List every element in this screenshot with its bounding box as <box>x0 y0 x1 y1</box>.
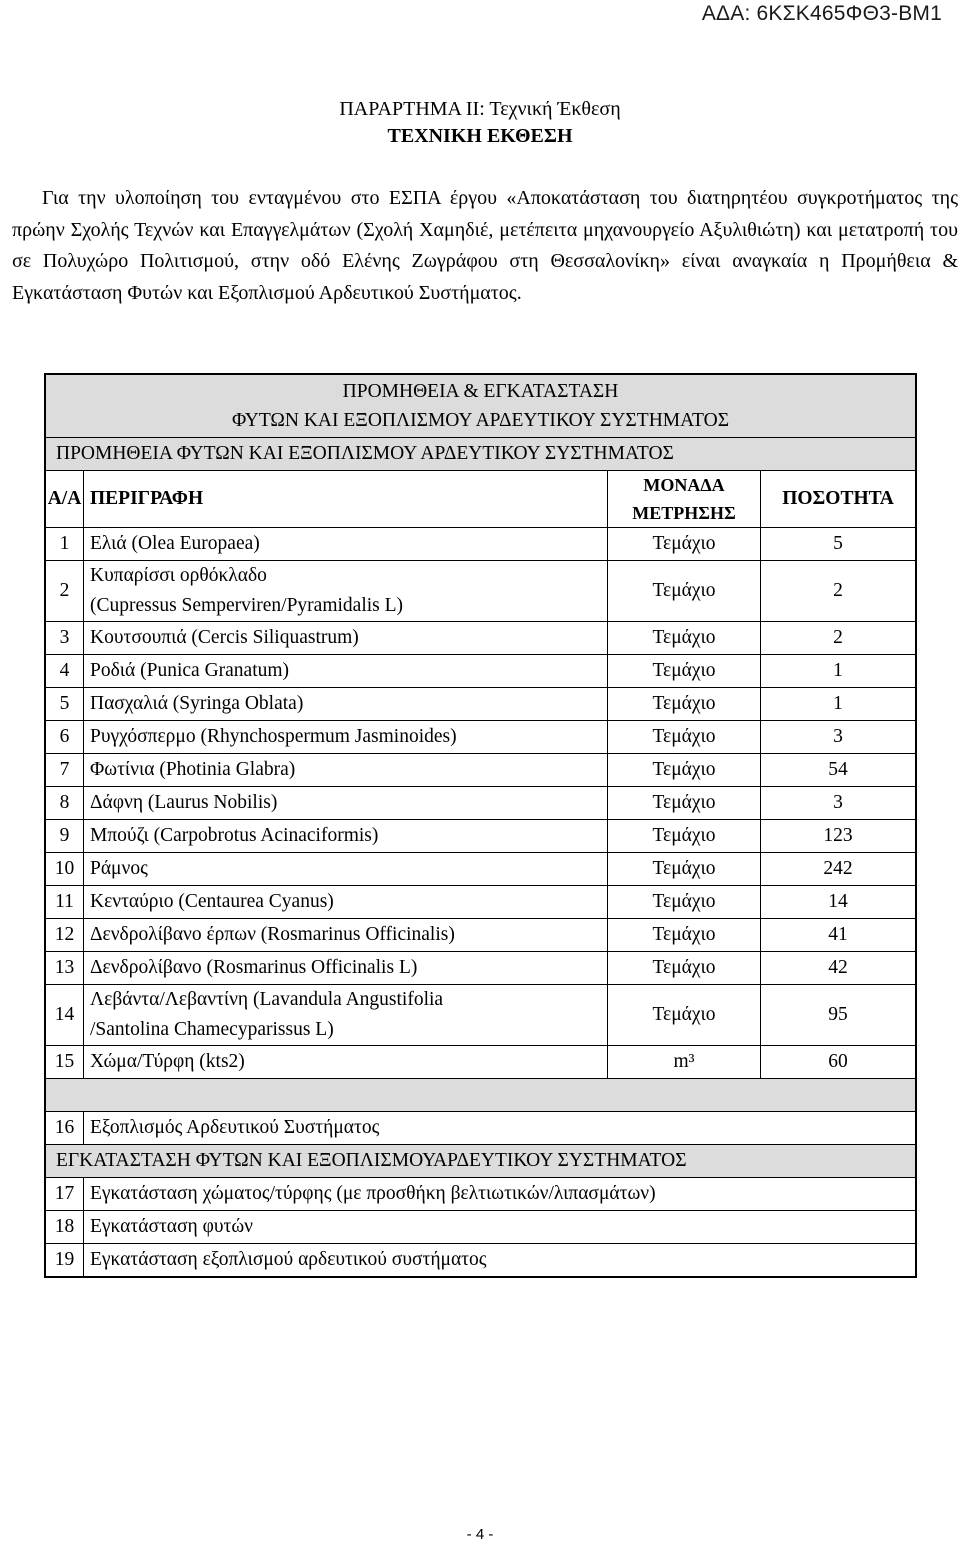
table-row <box>45 622 916 655</box>
table-row <box>45 1178 916 1211</box>
table-row <box>45 655 916 688</box>
row-quantity: 2 <box>761 561 917 622</box>
row-unit: Τεμάχιο <box>608 853 761 886</box>
table-row <box>45 853 916 886</box>
row-unit: Τεμάχιο <box>608 754 761 787</box>
table-row <box>45 952 916 985</box>
row-quantity: 5 <box>761 528 917 561</box>
row-unit: Τεμάχιο <box>608 655 761 688</box>
row-number: 14 <box>45 985 84 1046</box>
table-row <box>45 919 916 952</box>
row-number: 8 <box>45 787 84 820</box>
table-row <box>45 721 916 754</box>
col-description: ΠΕΡΙΓΡΑΦΗ <box>84 471 608 528</box>
table-row <box>45 1112 916 1145</box>
row-description-line2: (Cupressus Semperviren/Pyramidalis L) <box>90 595 404 616</box>
row-description: Ράμνος <box>84 853 608 886</box>
table-title <box>45 374 916 438</box>
table-row <box>45 688 916 721</box>
section1-title: ΠΡΟΜΗΘΕΙΑ ΦΥΤΩΝ ΚΑΙ ΕΞΟΠΛΙΣΜΟΥ ΑΡΔΕΥΤΙΚΟΥ ΣΥΣΤΗΜΑΤΟΣ <box>45 438 916 471</box>
row-description: Δενδρολίβανο έρπων (Rosmarinus Officinalis) <box>84 919 608 952</box>
row-description <box>84 985 608 1046</box>
table-row <box>45 561 916 622</box>
col-unit-line1: ΜΟΝΑΔΑ <box>643 475 725 495</box>
col-unit <box>608 471 761 528</box>
section1-row <box>45 438 916 471</box>
row-description <box>84 561 608 622</box>
row-number: 9 <box>45 820 84 853</box>
col-aa: Α/Α <box>45 471 84 528</box>
row-description: Κενταύριο (Centaurea Cyanus) <box>84 886 608 919</box>
row-unit: Τεμάχιο <box>608 528 761 561</box>
row-number: 4 <box>45 655 84 688</box>
row-unit: Τεμάχιο <box>608 886 761 919</box>
row-quantity: 41 <box>761 919 917 952</box>
row-description: Εγκατάσταση φυτών <box>84 1211 917 1244</box>
row-description: Πασχαλιά (Syringa Oblata) <box>84 688 608 721</box>
row-quantity: 3 <box>761 787 917 820</box>
intro-text: Για την υλοποίηση του ενταγμένου στο ΕΣΠΑ έργου «Αποκατάσταση του διατηρητέου συγκροτήματος της πρώην Σχολής Τεχνών και Επαγγελμάτων (Σχολή Χαμηδιέ, μετέπειτα μηχανουργείο Αξυλιθιώτη) και μετατροπή του σε Πολυχώρο Πολιτισμού, στην οδό Ελένης Ζωγράφου στη Θεσσαλονίκη» είναι αναγκαία η Προμήθεια & Εγκατάσταση Φυτών και Εξοπλισμού Αρδευτικού Συστήματος. <box>12 187 958 304</box>
row-quantity: 42 <box>761 952 917 985</box>
report-title: ΤΕΧΝΙΚΗ ΕΚΘΕΣΗ <box>387 125 573 147</box>
table-row <box>45 820 916 853</box>
row-quantity: 54 <box>761 754 917 787</box>
table-row <box>45 1046 916 1079</box>
row-unit: Τεμάχιο <box>608 688 761 721</box>
table-row <box>45 1211 916 1244</box>
table-row <box>45 886 916 919</box>
row-unit: Τεμάχιο <box>608 919 761 952</box>
row-number: 13 <box>45 952 84 985</box>
table-row <box>45 787 916 820</box>
row-number: 17 <box>45 1178 84 1211</box>
row-number: 18 <box>45 1211 84 1244</box>
row-unit: m³ <box>608 1046 761 1079</box>
row-description: Ροδιά (Punica Granatum) <box>84 655 608 688</box>
row-description: Μπούζι (Carpobrotus Acinaciformis) <box>84 820 608 853</box>
row-unit: Τεμάχιο <box>608 820 761 853</box>
row-quantity: 2 <box>761 622 917 655</box>
row-number: 1 <box>45 528 84 561</box>
row-quantity: 123 <box>761 820 917 853</box>
row-number: 2 <box>45 561 84 622</box>
section2-title: ΕΓΚΑΤΑΣΤΑΣΗ ΦΥΤΩΝ ΚΑΙ ΕΞΟΠΛΙΣΜΟΥΑΡΔΕΥΤΙΚΟΥ ΣΥΣΤΗΜΑΤΟΣ <box>45 1145 916 1178</box>
row-unit: Τεμάχιο <box>608 622 761 655</box>
document-code: ΑΔΑ: 6ΚΣΚ465ΦΘ3-ΒΜ1 <box>701 2 942 25</box>
row-unit: Τεμάχιο <box>608 952 761 985</box>
row-description: Εγκατάσταση εξοπλισμού αρδευτικού συστήματος <box>84 1244 917 1278</box>
row-description: Δενδρολίβανο (Rosmarinus Officinalis L) <box>84 952 608 985</box>
row-description: Φωτίνια (Photinia Glabra) <box>84 754 608 787</box>
procurement-table <box>44 373 917 1278</box>
table-title-row <box>45 374 916 438</box>
empty-separator-row <box>45 1079 916 1112</box>
row-number: 16 <box>45 1112 84 1145</box>
row-number: 15 <box>45 1046 84 1079</box>
row-description-line1: Κυπαρίσσι ορθόκλαδο <box>90 565 267 586</box>
annex-title: ΠΑΡΑΡΤΗΜΑ ΙΙ: Τεχνική Έκθεση <box>339 98 621 120</box>
page-number: - 4 - <box>466 1526 494 1543</box>
row-description: Εγκατάσταση χώματος/τύρφης (με προσθήκη βελτιωτικών/λιπασμάτων) <box>84 1178 917 1211</box>
table-row <box>45 754 916 787</box>
row-quantity: 95 <box>761 985 917 1046</box>
row-number: 11 <box>45 886 84 919</box>
row-quantity: 1 <box>761 688 917 721</box>
row-description: Ελιά (Olea Europaea) <box>84 528 608 561</box>
row-number: 7 <box>45 754 84 787</box>
row-description-line2: /Santolina Chamecyparissus L) <box>90 1019 334 1040</box>
row-description: Κουτσουπιά (Cercis Siliquastrum) <box>84 622 608 655</box>
row-unit: Τεμάχιο <box>608 985 761 1046</box>
row-quantity: 1 <box>761 655 917 688</box>
row-description: Χώμα/Τύρφη (kts2) <box>84 1046 608 1079</box>
row-description: Εξοπλισμός Αρδευτικού Συστήματος <box>84 1112 917 1145</box>
row-unit: Τεμάχιο <box>608 561 761 622</box>
row-number: 10 <box>45 853 84 886</box>
row-number: 19 <box>45 1244 84 1278</box>
column-header-row <box>45 471 916 528</box>
row-number: 6 <box>45 721 84 754</box>
row-description: Δάφνη (Laurus Nobilis) <box>84 787 608 820</box>
intro-paragraph <box>12 183 958 309</box>
section2-row <box>45 1145 916 1178</box>
row-description-line1: Λεβάντα/Λεβαντίνη (Lavandula Angustifolia <box>90 989 444 1010</box>
table-row <box>45 1244 916 1278</box>
row-unit: Τεμάχιο <box>608 721 761 754</box>
row-number: 3 <box>45 622 84 655</box>
empty-cell <box>45 1079 916 1112</box>
row-description: Ρυγχόσπερμο (Rhynchospermum Jasminoides) <box>84 721 608 754</box>
col-unit-line2: ΜΕΤΡΗΣΗΣ <box>632 503 736 523</box>
col-quantity: ΠΟΣΟΤΗΤΑ <box>761 471 917 528</box>
row-quantity: 3 <box>761 721 917 754</box>
row-quantity: 242 <box>761 853 917 886</box>
table-row <box>45 985 916 1046</box>
table-title-line2: ΦΥΤΩΝ ΚΑΙ ΕΞΟΠΛΙΣΜΟΥ ΑΡΔΕΥΤΙΚΟΥ ΣΥΣΤΗΜΑΤΟΣ <box>231 410 730 431</box>
row-quantity: 14 <box>761 886 917 919</box>
table-title-line1: ΠΡΟΜΗΘΕΙΑ & ΕΓΚΑΤΑΣΤΑΣΗ <box>342 381 619 402</box>
row-number: 5 <box>45 688 84 721</box>
row-unit: Τεμάχιο <box>608 787 761 820</box>
row-quantity: 60 <box>761 1046 917 1079</box>
row-number: 12 <box>45 919 84 952</box>
table-row <box>45 528 916 561</box>
